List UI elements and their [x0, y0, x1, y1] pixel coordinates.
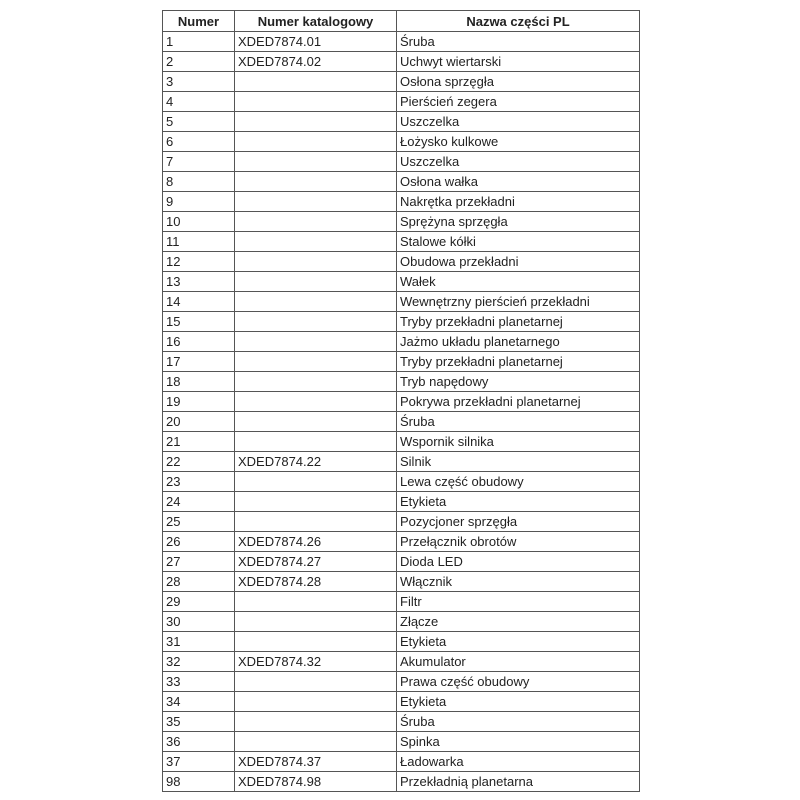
cell-numer: 29 [163, 592, 235, 612]
header-row [163, 11, 640, 32]
cell-numer-katalogowy [235, 212, 397, 232]
cell-numer: 27 [163, 552, 235, 572]
cell-numer: 1 [163, 32, 235, 52]
cell-numer-katalogowy: XDED7874.28 [235, 572, 397, 592]
table-row [163, 272, 640, 292]
cell-nazwa-czesci: Uchwyt wiertarski [397, 52, 640, 72]
table-row [163, 372, 640, 392]
cell-numer-katalogowy: XDED7874.01 [235, 32, 397, 52]
table-row [163, 412, 640, 432]
cell-numer-katalogowy [235, 252, 397, 272]
cell-numer: 16 [163, 332, 235, 352]
cell-nazwa-czesci: Filtr [397, 592, 640, 612]
cell-nazwa-czesci: Pierścień zegera [397, 92, 640, 112]
cell-numer: 98 [163, 772, 235, 792]
cell-nazwa-czesci: Etykieta [397, 492, 640, 512]
table-row [163, 652, 640, 672]
cell-nazwa-czesci: Prawa część obudowy [397, 672, 640, 692]
table-row [163, 712, 640, 732]
cell-numer: 18 [163, 372, 235, 392]
table-row [163, 232, 640, 252]
cell-nazwa-czesci: Etykieta [397, 692, 640, 712]
cell-numer: 17 [163, 352, 235, 372]
cell-nazwa-czesci: Uszczelka [397, 152, 640, 172]
cell-nazwa-czesci: Sprężyna sprzęgła [397, 212, 640, 232]
cell-numer-katalogowy: XDED7874.37 [235, 752, 397, 772]
cell-numer-katalogowy [235, 112, 397, 132]
cell-numer: 36 [163, 732, 235, 752]
table-row [163, 632, 640, 652]
cell-nazwa-czesci: Dioda LED [397, 552, 640, 572]
cell-numer: 2 [163, 52, 235, 72]
cell-numer-katalogowy [235, 372, 397, 392]
cell-nazwa-czesci: Złącze [397, 612, 640, 632]
table-row [163, 532, 640, 552]
cell-numer: 25 [163, 512, 235, 532]
table-row [163, 612, 640, 632]
cell-numer-katalogowy [235, 712, 397, 732]
cell-nazwa-czesci: Jażmo układu planetarnego [397, 332, 640, 352]
cell-numer-katalogowy [235, 412, 397, 432]
cell-numer-katalogowy: XDED7874.98 [235, 772, 397, 792]
cell-numer: 8 [163, 172, 235, 192]
table-row [163, 52, 640, 72]
table-row [163, 492, 640, 512]
cell-numer: 20 [163, 412, 235, 432]
cell-nazwa-czesci: Nakrętka przekładni [397, 192, 640, 212]
cell-numer: 9 [163, 192, 235, 212]
cell-numer-katalogowy [235, 292, 397, 312]
cell-numer: 31 [163, 632, 235, 652]
cell-numer-katalogowy: XDED7874.02 [235, 52, 397, 72]
cell-nazwa-czesci: Pokrywa przekładni planetarnej [397, 392, 640, 412]
cell-numer-katalogowy [235, 172, 397, 192]
cell-numer: 32 [163, 652, 235, 672]
cell-numer: 12 [163, 252, 235, 272]
table-row [163, 112, 640, 132]
cell-nazwa-czesci: Obudowa przekładni [397, 252, 640, 272]
cell-nazwa-czesci: Śruba [397, 412, 640, 432]
cell-numer: 21 [163, 432, 235, 452]
table-row [163, 152, 640, 172]
cell-numer: 33 [163, 672, 235, 692]
cell-nazwa-czesci: Osłona wałka [397, 172, 640, 192]
table-row [163, 212, 640, 232]
cell-numer-katalogowy [235, 592, 397, 612]
cell-numer: 23 [163, 472, 235, 492]
table-row [163, 732, 640, 752]
cell-numer-katalogowy [235, 672, 397, 692]
cell-numer-katalogowy: XDED7874.26 [235, 532, 397, 552]
cell-numer: 35 [163, 712, 235, 732]
cell-numer-katalogowy [235, 352, 397, 372]
cell-numer-katalogowy [235, 72, 397, 92]
table-row [163, 92, 640, 112]
cell-numer: 5 [163, 112, 235, 132]
cell-numer-katalogowy [235, 492, 397, 512]
cell-nazwa-czesci: Lewa część obudowy [397, 472, 640, 492]
cell-numer-katalogowy [235, 332, 397, 352]
cell-numer: 11 [163, 232, 235, 252]
cell-numer-katalogowy [235, 192, 397, 212]
cell-numer: 30 [163, 612, 235, 632]
table-row [163, 752, 640, 772]
cell-numer: 7 [163, 152, 235, 172]
table-row [163, 432, 640, 452]
cell-numer-katalogowy [235, 232, 397, 252]
cell-numer: 6 [163, 132, 235, 152]
cell-numer-katalogowy [235, 392, 397, 412]
cell-numer: 26 [163, 532, 235, 552]
cell-nazwa-czesci: Tryb napędowy [397, 372, 640, 392]
cell-numer-katalogowy [235, 132, 397, 152]
cell-numer: 15 [163, 312, 235, 332]
cell-numer: 22 [163, 452, 235, 472]
table-row [163, 552, 640, 572]
table-body [163, 32, 640, 792]
table-row [163, 252, 640, 272]
cell-numer-katalogowy [235, 612, 397, 632]
cell-nazwa-czesci: Ładowarka [397, 752, 640, 772]
table-row [163, 292, 640, 312]
cell-nazwa-czesci: Pozycjoner sprzęgła [397, 512, 640, 532]
cell-nazwa-czesci: Przełącznik obrotów [397, 532, 640, 552]
cell-nazwa-czesci: Akumulator [397, 652, 640, 672]
cell-numer: 24 [163, 492, 235, 512]
table-row [163, 392, 640, 412]
cell-numer: 13 [163, 272, 235, 292]
table-row [163, 192, 640, 212]
table-row [163, 572, 640, 592]
cell-numer: 3 [163, 72, 235, 92]
cell-numer-katalogowy [235, 732, 397, 752]
cell-numer-katalogowy [235, 632, 397, 652]
cell-nazwa-czesci: Tryby przekładni planetarnej [397, 352, 640, 372]
header-nazwa-czesci: Nazwa części PL [397, 11, 640, 32]
cell-nazwa-czesci: Uszczelka [397, 112, 640, 132]
table-header [163, 11, 640, 32]
cell-numer: 19 [163, 392, 235, 412]
table-row [163, 72, 640, 92]
table-row [163, 332, 640, 352]
table-row [163, 592, 640, 612]
cell-numer-katalogowy [235, 472, 397, 492]
table-row [163, 32, 640, 52]
cell-nazwa-czesci: Spinka [397, 732, 640, 752]
cell-numer-katalogowy [235, 272, 397, 292]
cell-numer-katalogowy: XDED7874.32 [235, 652, 397, 672]
cell-nazwa-czesci: Tryby przekładni planetarnej [397, 312, 640, 332]
cell-nazwa-czesci: Wałek [397, 272, 640, 292]
cell-nazwa-czesci: Silnik [397, 452, 640, 472]
table-row [163, 452, 640, 472]
header-numer-katalogowy: Numer katalogowy [235, 11, 397, 32]
cell-nazwa-czesci: Włącznik [397, 572, 640, 592]
table-row [163, 172, 640, 192]
table-row [163, 772, 640, 792]
table-row [163, 312, 640, 332]
cell-numer-katalogowy [235, 92, 397, 112]
cell-numer-katalogowy [235, 152, 397, 172]
cell-nazwa-czesci: Wewnętrzny pierścień przekładni [397, 292, 640, 312]
table-row [163, 672, 640, 692]
cell-nazwa-czesci: Śruba [397, 32, 640, 52]
table-row [163, 512, 640, 532]
header-numer: Numer [163, 11, 235, 32]
cell-numer-katalogowy: XDED7874.27 [235, 552, 397, 572]
cell-numer: 34 [163, 692, 235, 712]
cell-numer-katalogowy: XDED7874.22 [235, 452, 397, 472]
cell-numer: 4 [163, 92, 235, 112]
table-row [163, 692, 640, 712]
table-row [163, 132, 640, 152]
cell-nazwa-czesci: Łożysko kulkowe [397, 132, 640, 152]
cell-nazwa-czesci: Osłona sprzęgła [397, 72, 640, 92]
cell-nazwa-czesci: Śruba [397, 712, 640, 732]
cell-numer: 14 [163, 292, 235, 312]
cell-nazwa-czesci: Stalowe kółki [397, 232, 640, 252]
cell-nazwa-czesci: Etykieta [397, 632, 640, 652]
cell-nazwa-czesci: Wspornik silnika [397, 432, 640, 452]
cell-numer: 10 [163, 212, 235, 232]
table-row [163, 352, 640, 372]
cell-numer: 28 [163, 572, 235, 592]
cell-numer-katalogowy [235, 432, 397, 452]
cell-numer-katalogowy [235, 692, 397, 712]
cell-numer-katalogowy [235, 312, 397, 332]
cell-numer-katalogowy [235, 512, 397, 532]
cell-numer: 37 [163, 752, 235, 772]
parts-table [162, 10, 640, 792]
table-row [163, 472, 640, 492]
cell-nazwa-czesci: Przekładnią planetarna [397, 772, 640, 792]
